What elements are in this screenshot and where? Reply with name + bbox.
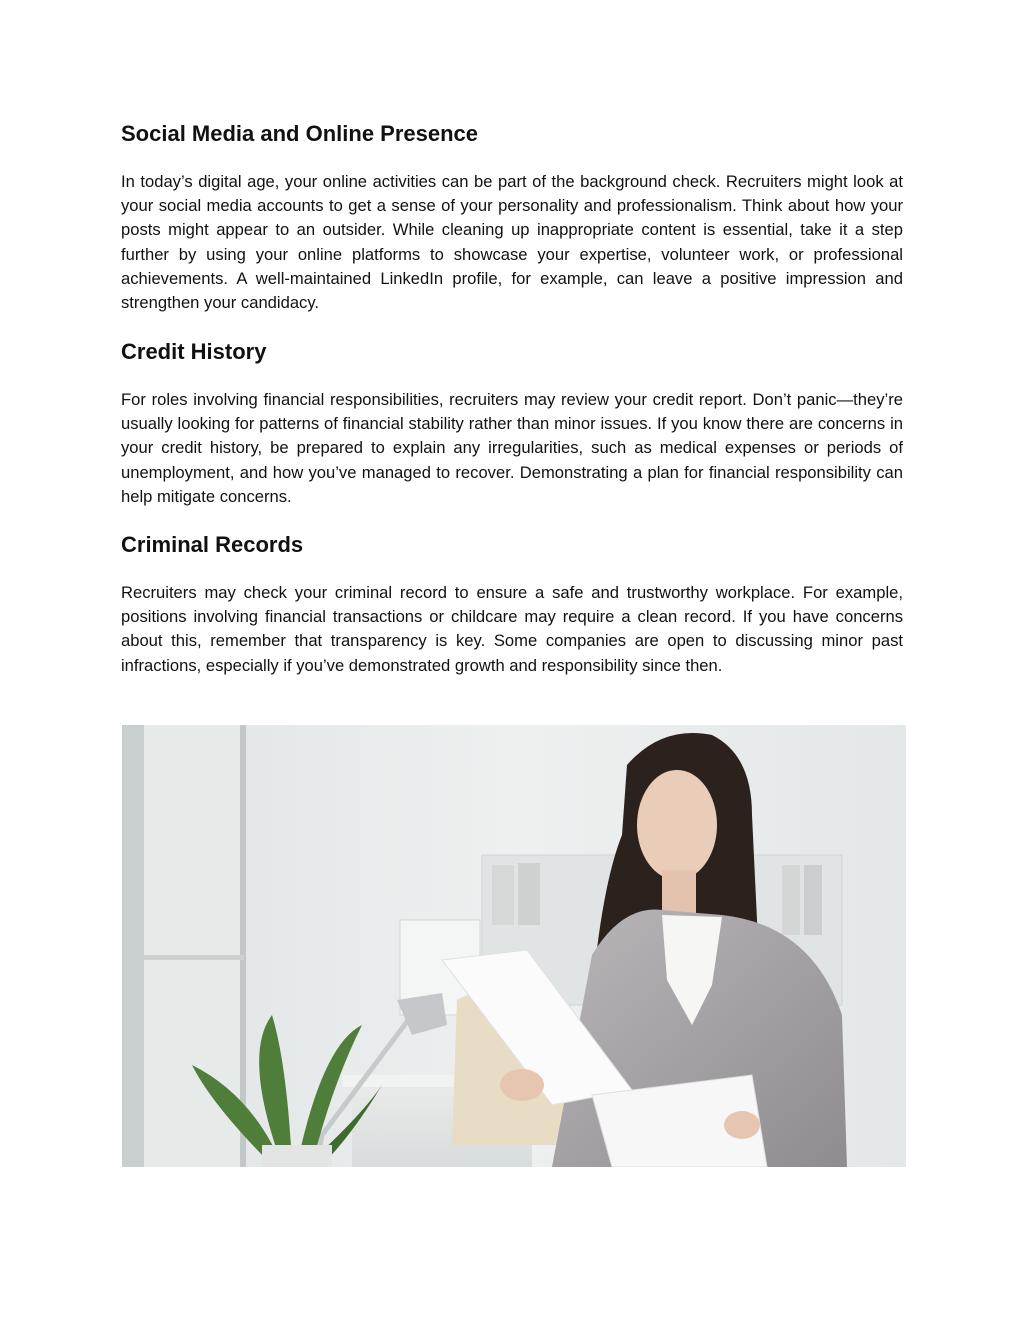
section-heading-criminal-records: Criminal Records (121, 532, 304, 557)
section-body-criminal-records: Recruiters may check your criminal record to ensure a safe and trustworthy workplace. For example, positions involving financial transactions or childcare may require a clean record. If you have concerns about this, remember that transparency is key. Some companies are open to discussing minor past infractions, especially if you’ve demonstrated growth and responsibility since then. (121, 583, 903, 675)
office-photo-illustration (122, 725, 906, 1167)
section-body-credit-history: For roles involving financial responsibilities, recruiters may review your credit report. Don’t panic—they’re usually looking for patterns of financial stability rather than minor issues. If you know there are concerns in your credit history, be prepared to explain any irregularities, such as medical expenses or periods of unemployment, and how you’ve managed to recover. Demonstrating a plan for financial responsibility can help mitigate concerns. (121, 390, 903, 506)
section-heading-credit-history: Credit History (121, 339, 267, 364)
section-body-social-media: In today’s digital age, your online activities can be part of the background check. Recruiters might look at your social media accounts to get a sense of your personality and professionalism. Think about how your posts might appear to an outsider. While cleaning up inappropriate content is essential, take it a step further by using your online platforms to showcase your expertise, volunteer work, or professional achievements. A well-maintained LinkedIn profile, for example, can leave a positive impression and strengthen your candidacy. (121, 172, 903, 313)
office-photo (122, 725, 906, 1167)
section-heading-social-media: Social Media and Online Presence (121, 121, 479, 146)
